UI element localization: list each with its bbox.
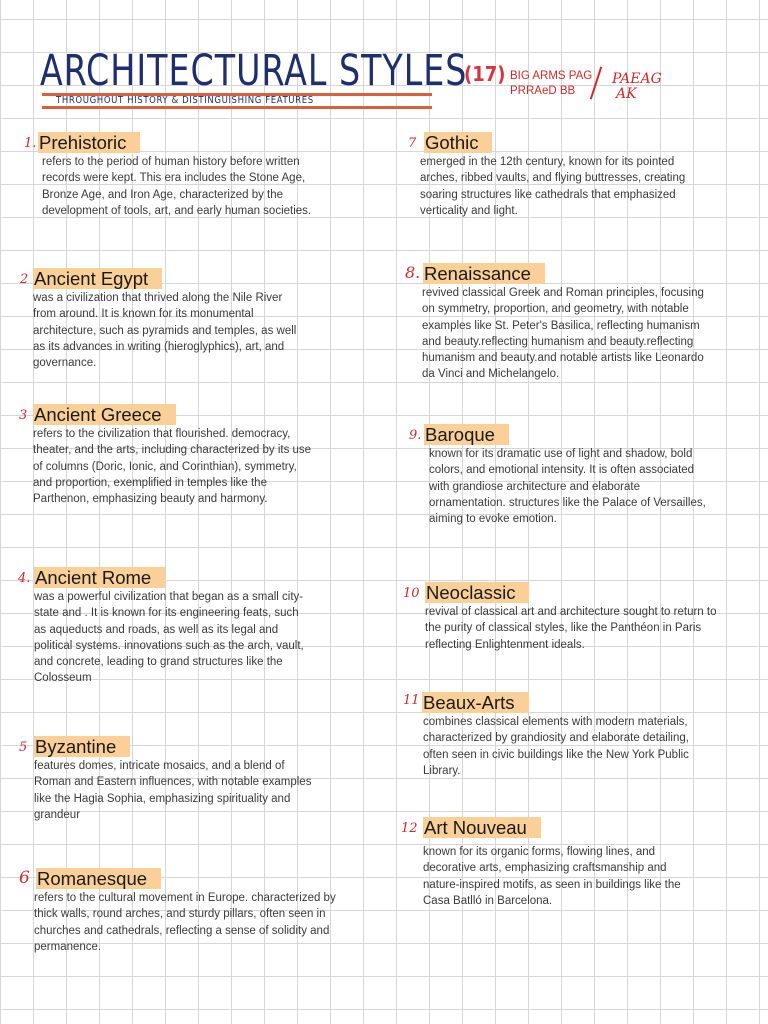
entry-romanesque	[19, 868, 341, 955]
entry-description: combines classical elements with modern materials, characterized by grandiosity and elaborate detailing, often seen in civic buildings like the New York Public Library.	[423, 716, 689, 777]
entry-baroque	[409, 424, 714, 527]
entry-number: 10	[403, 586, 420, 601]
entry-number: 1.	[24, 136, 37, 151]
entry-description: revived classical Greek and Roman principles, focusing on symmetry, proportion, and geometry, with notable examples like St. Peter's Basilica, reflecting humanism and beauty.reflecting humanism and beauty.reflecting humanism and beauty.and notable artists like Leonardo da Vinci and Michelangelo.	[422, 287, 704, 381]
entry-title: Baroque	[424, 424, 509, 445]
entry-gothic	[408, 132, 699, 219]
scribble-line-2: AK	[616, 86, 637, 102]
entry-description: known for its organic forms, flowing lines, and decorative arts, emphasizing craftsmanship and nature-inspired motifs, as seen in buildings like the Casa Batlló in Barcelona.	[423, 846, 681, 907]
entry-description: was a civilization that thrived along the Nile River from around. It is known for its monumental architecture, such as pyramids and temples, as well as its advances in writing (hieroglyphics), art, and governance.	[33, 292, 297, 370]
entry-title: Neoclassic	[425, 582, 529, 603]
entry-description: refers to the civilization that flourished. democracy, theater, and the arts, including characterized by its use of columns (Doric, Ionic, and Corinthian), symmetry, and proportion, exemplified in temples like the Parthenon, emphasizing beauty and harmony.	[33, 428, 312, 506]
entry-neoclassic	[403, 582, 725, 653]
entry-number: 3	[19, 408, 28, 423]
entry-description: refers to the period of human history before written records were kept. This era includes the Stone Age, Bronze Age, and Iron Age, characterized by the development of tools, art, and early human societies.	[42, 156, 312, 217]
page-title: ARCHITECTURAL STYLES	[40, 46, 468, 96]
entry-number: 6	[19, 868, 30, 888]
entry-number: 8.	[405, 263, 421, 282]
entry-description: revival of classical art and architecture sought to return to the purity of classical styles, like the Panthéon in Paris reflecting Enlightenment ideals.	[425, 606, 717, 651]
entry-number: 9.	[409, 428, 422, 443]
entry-number: 12	[401, 821, 418, 836]
handwritten-note	[510, 69, 592, 99]
entry-ancient-greece	[19, 404, 318, 507]
entry-description: features domes, intricate mosaics, and a blend of Roman and Eastern influences, with notable examples like the Hagia Sophia, emphasizing spirituality and grandeur	[34, 760, 312, 821]
note-line-1: BIG ARMS PAG	[510, 70, 593, 82]
entry-title: Beaux-Arts	[422, 692, 529, 713]
entry-title: Ancient Greece	[33, 404, 176, 425]
entry-description: known for its dramatic use of light and shadow, bold colors, and emotional intensity. It is often associated with grandiose architecture and elaborate ornamentation. structures like the Palace of Versailles, aiming to evoke emotion.	[429, 448, 706, 526]
entry-number: 2	[20, 272, 29, 287]
entry-renaissance	[405, 263, 708, 383]
entry-description: was a powerful civilization that began as a small city-state and . It is known for its engineering feats, such as aqueducts and roads, as well as its legal and political systems. innovations such as the arch, vault, and concrete, leading to grand structures like the Colosseum	[34, 591, 304, 685]
note-line-2: PRRAeD BB	[510, 85, 576, 97]
entry-title: Ancient Egypt	[33, 268, 162, 289]
entry-ancient-egypt	[20, 268, 298, 371]
entry-description: emerged in the 12th century, known for its pointed arches, ribbed vaults, and flying buttresses, creating soaring structures like cathedrals that emphasized verticality and light.	[420, 156, 686, 217]
entry-number: 4.	[18, 571, 31, 586]
entry-title: Gothic	[424, 132, 492, 153]
entry-title: Renaissance	[423, 263, 545, 284]
entry-description: refers to the cultural movement in Europe. characterized by thick walls, round arches, and sturdy pillars, often seen in churches and cathedrals, reflecting a sense of solidity and permanence.	[34, 892, 336, 953]
handwritten-scribble	[612, 72, 662, 102]
entry-title: Romanesque	[36, 868, 161, 889]
entry-title: Byzantine	[34, 736, 130, 757]
entry-prehistoric	[24, 132, 338, 219]
entry-title: Art Nouveau	[423, 817, 541, 838]
entry-art-nouveau	[401, 817, 703, 909]
page-subtitle: THROUGHOUT HISTORY & DISTINGUISHING FEATURES	[56, 95, 314, 106]
page-number: (17)	[464, 62, 506, 86]
entry-byzantine	[19, 736, 324, 823]
entry-title: Ancient Rome	[34, 567, 165, 588]
entry-number: 7	[408, 136, 417, 151]
scribble-line-1: PAEAG	[612, 71, 662, 87]
entry-number: 11	[403, 693, 420, 708]
entry-number: 5	[19, 740, 28, 755]
entry-title: Prehistoric	[38, 132, 140, 153]
entry-ancient-rome	[18, 567, 304, 687]
entry-beaux-arts	[403, 692, 717, 779]
